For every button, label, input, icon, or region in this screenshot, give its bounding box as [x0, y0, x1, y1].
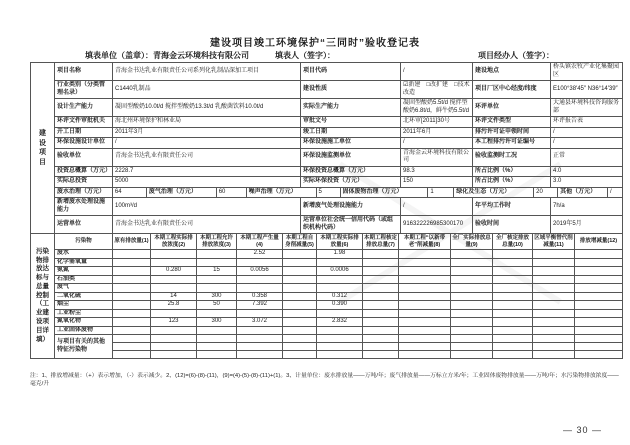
pollutant-value — [575, 326, 623, 335]
pollutant-value — [399, 343, 451, 351]
pollutant-value — [113, 250, 151, 259]
pollutant-value — [363, 284, 399, 293]
pollutant-name: 工业固体废物 — [55, 326, 113, 335]
pollutant-value — [363, 335, 399, 343]
pollutant-value — [197, 351, 237, 359]
column-header: 本期工程“以新带老”削减量(8) — [399, 234, 451, 250]
pollutant-value — [113, 284, 151, 293]
pollutant-value — [451, 309, 493, 318]
column-header: 本期工程实际排放浓度(2) — [151, 234, 197, 250]
pollutant-value — [113, 326, 151, 335]
pollutant-value — [399, 301, 451, 310]
pollutant-value — [363, 275, 399, 284]
field-value: 桥头镇农牧产业化集聚园区 — [551, 63, 623, 81]
project-info-table — [30, 62, 623, 234]
fee-value: 20 — [534, 188, 558, 198]
fee-label: 绿化及生态（万元） — [454, 188, 534, 198]
fee-label: 噪声治理（万元） — [247, 188, 317, 198]
form-subheader — [0, 50, 630, 62]
field-label: 设计生产能力 — [55, 99, 113, 117]
field-label: 实际总投资 — [55, 177, 113, 188]
page-title: 建设项目竣工环境保护“三同时”验收登记表 — [210, 38, 420, 49]
pollutant-value — [451, 343, 493, 351]
pollutant-row — [31, 284, 623, 293]
pollutant-name: 氨氮 — [55, 267, 113, 276]
field-value: C1440乳制品 — [113, 81, 301, 99]
pollutant-value: 2.52 — [237, 250, 283, 259]
field-value: 青海金书达乳业有限责任公司 — [113, 148, 301, 166]
pollutant-value — [113, 301, 151, 310]
field-label: 新增废水处理设施能力 — [55, 198, 113, 216]
field-value: 2011年3月 — [113, 127, 301, 138]
field-value: 2228.7 — [113, 166, 301, 177]
pollutant-value — [575, 343, 623, 351]
field-value: / — [551, 127, 623, 138]
field-value: E100°38′45″ N36°14′39″ — [551, 81, 623, 99]
pollutant-value — [533, 292, 575, 301]
pollutant-value — [363, 292, 399, 301]
other-pollutant-row — [31, 351, 623, 359]
pollutant-value — [363, 267, 399, 276]
pollutant-value — [283, 326, 317, 335]
field-label: 环保设施监测单位 — [301, 148, 401, 166]
pollutant-value: 300 — [197, 292, 237, 301]
field-label: 验收单位 — [55, 148, 113, 166]
other-pollutant-label: 与项目有关的其他特征污染物 — [55, 335, 113, 359]
pollutant-value — [237, 351, 283, 359]
pollutant-value — [533, 309, 575, 318]
field-label: 环保设施设计单位 — [55, 138, 113, 149]
column-header: 原有排放量(1) — [113, 234, 151, 250]
pollutant-value — [493, 309, 533, 318]
pollutant-value — [363, 301, 399, 310]
pollutant-value — [575, 275, 623, 284]
pollutant-value — [283, 258, 317, 267]
field-label: 所占比例（%） — [473, 177, 551, 188]
pollutant-value — [283, 250, 317, 259]
column-header: 全厂实际排放总量(9) — [451, 234, 493, 250]
column-header: 本期工程实际排放量(6) — [317, 234, 363, 250]
column-header: 全厂核定排放总量(10) — [493, 234, 533, 250]
field-value: / — [401, 198, 473, 216]
pollutant-column-header: 污染物 — [55, 234, 113, 250]
pollutant-value — [575, 292, 623, 301]
pollutant-value — [197, 309, 237, 318]
field-value: 2011年6月 — [401, 127, 473, 138]
pollutant-value — [493, 258, 533, 267]
footnote: 注：1、排放增减量：（+）表示增加，（-）表示减少。2、(12)=(6)-(8)-(11)，(9)=(4)-(5)-(8)-(11)+(1)。3、计量单位：废水排放量——万吨/年；废气排放量——万标立方米/年；工业固体废物排放量——万吨/年；水污染物排放浓度——毫克/升 — [30, 373, 619, 388]
field-value: / — [113, 138, 301, 149]
field-value: 150 — [401, 177, 473, 188]
pollutant-value — [283, 335, 317, 343]
field-value: 大通县环境科技咨询服务部 — [551, 99, 623, 117]
field-value: 北环审[2011]30号 — [401, 117, 473, 128]
field-value: 正常 — [551, 148, 623, 166]
pollutant-value — [113, 309, 151, 318]
pollutant-value — [197, 335, 237, 343]
pollutant-value: 1.98 — [317, 250, 363, 259]
column-header: 排放增减量(12) — [575, 234, 623, 250]
field-value: 7h/a — [551, 198, 623, 216]
field-value: 5000 — [113, 177, 301, 188]
pollutant-value — [317, 343, 363, 351]
pollutant-value — [363, 351, 399, 359]
field-value: 环评报告表 — [551, 117, 623, 128]
pollutant-name: 工业粉尘 — [55, 309, 113, 318]
pollutant-value: 2.832 — [317, 318, 363, 327]
pollutant-value — [493, 301, 533, 310]
pollutant-value — [451, 250, 493, 259]
pollutant-value — [237, 309, 283, 318]
pollutant-value: 0.280 — [151, 267, 197, 276]
field-value: 100m³/d — [113, 198, 301, 216]
pollutant-table — [30, 233, 623, 359]
field-label: 新增废气处理设施能力 — [301, 198, 401, 216]
field-label: 实际环保投资（万元） — [301, 177, 401, 188]
pollutant-value — [317, 258, 363, 267]
pollutant-value — [113, 335, 151, 343]
pollutant-name: 烟尘 — [55, 301, 113, 310]
fee-label: 其他（万元） — [558, 188, 608, 198]
field-value: 海北州环境保护和林业局 — [113, 117, 301, 128]
pollutant-value — [197, 250, 237, 259]
field-value: 2019年5月 — [551, 216, 623, 234]
field-value: 916322226985300170 — [401, 216, 473, 234]
pollutant-value — [113, 318, 151, 327]
pollutant-value — [283, 301, 317, 310]
pollutant-value — [399, 258, 451, 267]
pollutant-value — [363, 318, 399, 327]
pollutant-value — [399, 318, 451, 327]
field-value: 青海金云环境科技有限公司 — [401, 148, 473, 166]
field-label: 审批文号 — [301, 117, 401, 128]
pollutant-value — [151, 309, 197, 318]
pollutant-value — [493, 284, 533, 293]
field-value: 凝固型酸奶10.0t/d 搅拌型酸奶13.3t/d 乳酸菌饮料10.0t/d — [113, 99, 301, 117]
field-value: 4.0 — [551, 166, 623, 177]
pollutant-value — [151, 351, 197, 359]
pollutant-value: 3.072 — [237, 318, 283, 327]
pollutant-value — [197, 275, 237, 284]
field-label: 年平均工作时 — [473, 198, 551, 216]
pollutant-value — [451, 326, 493, 335]
pollutant-value — [363, 343, 399, 351]
pollutant-value — [317, 326, 363, 335]
pollutant-value — [575, 284, 623, 293]
pollutant-value — [283, 292, 317, 301]
field-value: 青海金书达乳业有限责任公司 — [113, 216, 301, 234]
field-value: ☑新建 □改扩建 □技术改造 — [401, 81, 473, 99]
pollutant-value — [575, 309, 623, 318]
pollutant-value — [533, 351, 575, 359]
pollutant-value — [451, 284, 493, 293]
pollutant-value — [197, 284, 237, 293]
field-label: 所占比例（%） — [473, 166, 551, 177]
pollutant-value — [399, 351, 451, 359]
pollutant-value: 14 — [151, 292, 197, 301]
treatment-cost-row — [55, 187, 623, 198]
pollutant-value — [317, 309, 363, 318]
field-label: 排污许可证申领时间 — [473, 127, 551, 138]
column-header: 本期工程允许排放浓度(3) — [197, 234, 237, 250]
pollutant-value — [533, 335, 575, 343]
pollutant-value — [363, 250, 399, 259]
pollutant-value — [575, 250, 623, 259]
pollutant-value — [533, 318, 575, 327]
pollutant-value — [283, 309, 317, 318]
pollutant-value: 25.8 — [151, 301, 197, 310]
field-label: 环保设施施工单位 — [301, 138, 401, 149]
form-person-label: 填表人（签字）： — [275, 51, 335, 60]
pollutant-row — [31, 275, 623, 284]
project-handler-label: 项目经办人（签字）： — [478, 51, 554, 60]
pollutant-value — [113, 258, 151, 267]
pollutant-value — [197, 343, 237, 351]
pollutant-value — [237, 335, 283, 343]
pollutant-value — [317, 335, 363, 343]
pollutant-value — [533, 301, 575, 310]
field-value: 3.0 — [551, 177, 623, 188]
pollutant-row — [31, 301, 623, 310]
pollutant-row — [31, 258, 623, 267]
pollutant-value — [399, 267, 451, 276]
pollutant-name: 废水 — [55, 250, 113, 259]
field-value: 青海金书达乳业有限责任公司系列化乳制品深加工项目 — [113, 63, 301, 81]
pollutant-value — [493, 292, 533, 301]
pollutant-value — [113, 275, 151, 284]
pollutant-value — [451, 275, 493, 284]
column-header: 本期工程产生量(4) — [237, 234, 283, 250]
pollutant-value — [151, 250, 197, 259]
pollutant-value — [399, 326, 451, 335]
pollutant-value — [151, 284, 197, 293]
field-label: 建设地点 — [473, 63, 551, 81]
pollutant-value: 0.390 — [317, 301, 363, 310]
pollutant-value — [237, 258, 283, 267]
pollutant-value — [151, 275, 197, 284]
field-label: 实际生产能力 — [301, 99, 401, 117]
pollutant-value — [493, 351, 533, 359]
pollutant-value — [533, 343, 575, 351]
fee-value: 60 — [217, 188, 247, 198]
page-number: — 30 — — [562, 425, 602, 435]
pollutant-value — [533, 267, 575, 276]
pollutant-value: 0.0056 — [237, 267, 283, 276]
pollutant-value — [493, 343, 533, 351]
fee-label: 固体废物治理（万元） — [341, 188, 429, 198]
pollutant-value — [113, 292, 151, 301]
fee-value: 64 — [113, 188, 147, 198]
pollutant-value — [493, 275, 533, 284]
field-label: 行业类别（分类管理名录） — [55, 81, 113, 99]
pollutant-value — [113, 267, 151, 276]
pollutant-value: 15 — [197, 267, 237, 276]
pollutant-value — [363, 309, 399, 318]
pollutant-value: 0.312 — [317, 292, 363, 301]
pollutant-value — [317, 351, 363, 359]
field-value: / — [401, 63, 473, 81]
field-label: 竣工日期 — [301, 127, 401, 138]
pollutant-value: 0.358 — [237, 292, 283, 301]
pollutant-value — [451, 318, 493, 327]
field-label: 环评文件类型 — [473, 117, 551, 128]
pollutant-value — [451, 335, 493, 343]
pollutant-value — [283, 351, 317, 359]
pollutant-name: 二氧化硫 — [55, 292, 113, 301]
pollutant-value — [283, 343, 317, 351]
pollutant-row — [31, 309, 623, 318]
pollutant-value — [575, 267, 623, 276]
pollutant-row — [31, 250, 623, 259]
pollutant-value — [575, 258, 623, 267]
pollutant-value — [575, 335, 623, 343]
pollutant-value — [283, 275, 317, 284]
pollutant-row — [31, 267, 623, 276]
pollutant-name: 废气 — [55, 284, 113, 293]
fee-value: / — [610, 188, 612, 195]
pollutant-value — [493, 318, 533, 327]
column-header: 本期工程自身削减量(5) — [283, 234, 317, 250]
pollutant-value — [283, 284, 317, 293]
pollutant-value — [451, 267, 493, 276]
field-label: 运营单位 — [55, 216, 113, 234]
pollutant-value — [113, 343, 151, 351]
form-unit-label: 填表单位（盖章）：青海金云环境科技有限公司 — [85, 51, 249, 60]
pollutant-value — [237, 275, 283, 284]
pollutant-value — [533, 275, 575, 284]
pollutant-name: 石油类 — [55, 275, 113, 284]
pollutant-value — [533, 326, 575, 335]
pollutant-value — [317, 284, 363, 293]
pollutant-value — [399, 250, 451, 259]
pollutant-value — [575, 351, 623, 359]
fee-value: 1 — [428, 188, 454, 198]
fee-label: 废气治理（万元） — [147, 188, 217, 198]
pollutant-value — [575, 318, 623, 327]
pollutant-value — [197, 326, 237, 335]
field-label: 开工日期 — [55, 127, 113, 138]
pollutant-value — [399, 275, 451, 284]
pollutant-value — [493, 326, 533, 335]
pollutant-value: 300 — [197, 318, 237, 327]
pollutant-value — [451, 258, 493, 267]
field-value: / — [551, 138, 623, 149]
pollutant-value — [533, 250, 575, 259]
pollutant-value — [151, 335, 197, 343]
field-value: 98.3 — [401, 166, 473, 177]
pollutant-row — [31, 318, 623, 327]
pollutant-value — [399, 292, 451, 301]
group-label-pollutant-control: 污染物排放达标与总量控制（工业建设项目详填） — [31, 234, 55, 359]
pollutant-value — [151, 343, 197, 351]
pollutant-name: 化学需氧量 — [55, 258, 113, 267]
pollutant-value — [283, 318, 317, 327]
pollutant-value — [451, 301, 493, 310]
field-value: 凝固型酸奶5.5t/d 搅拌型酸奶6.8t/d，鲜牛奶5.5t/d — [401, 99, 473, 117]
pollutant-value — [451, 351, 493, 359]
other-pollutant-row — [31, 343, 623, 351]
pollutant-value: 123 — [151, 318, 197, 327]
pollutant-value — [399, 335, 451, 343]
fee-value: 5 — [317, 188, 341, 198]
field-label: 项目名称 — [55, 63, 113, 81]
pollutant-value — [451, 292, 493, 301]
pollutant-value — [533, 258, 575, 267]
field-label: 验收监测时工况 — [473, 148, 551, 166]
pollutant-value — [399, 309, 451, 318]
field-label: 投资总概算（万元） — [55, 166, 113, 177]
pollutant-row — [31, 326, 623, 335]
pollutant-value — [317, 275, 363, 284]
pollutant-value — [237, 343, 283, 351]
pollutant-value — [151, 326, 197, 335]
column-header: 区域平衡替代削减量(11) — [533, 234, 575, 250]
pollutant-value — [399, 284, 451, 293]
group-label-construction-project: 建设项目 — [31, 63, 55, 234]
field-label: 建设性质 — [301, 81, 401, 99]
pollutant-name: 氮氧化物 — [55, 318, 113, 327]
other-pollutant-row — [31, 335, 623, 343]
column-header: 本期工程核定排放总量(7) — [363, 234, 399, 250]
pollutant-value — [533, 284, 575, 293]
pollutant-value — [575, 301, 623, 310]
field-label: 环保投资总概算（万元） — [301, 166, 401, 177]
pollutant-value: 50 — [197, 301, 237, 310]
field-label: 项目厂区中心经度/纬度 — [473, 81, 551, 99]
field-label: 环评文件审批机关 — [55, 117, 113, 128]
pollutant-value — [493, 267, 533, 276]
pollutant-value — [493, 250, 533, 259]
pollutant-value — [283, 267, 317, 276]
field-value: / — [401, 138, 473, 149]
pollutant-value — [197, 258, 237, 267]
field-label: 运营单位社会统一信用代码（或组织机构代码） — [301, 216, 401, 234]
field-label: 项目代码 — [301, 63, 401, 81]
pollutant-value — [493, 335, 533, 343]
pollutant-value — [237, 326, 283, 335]
pollutant-value: 0.0006 — [317, 267, 363, 276]
pollutant-value — [363, 326, 399, 335]
field-label: 环评单位 — [473, 99, 551, 117]
fee-label: 废水治理（万元） — [55, 188, 113, 198]
pollutant-value — [113, 351, 151, 359]
pollutant-value — [237, 284, 283, 293]
pollutant-value: 7.392 — [237, 301, 283, 310]
field-label: 验收时间 — [473, 216, 551, 234]
pollutant-value — [151, 258, 197, 267]
field-label: 本工程排污许可证编号 — [473, 138, 551, 149]
pollutant-row — [31, 292, 623, 301]
pollutant-value — [363, 258, 399, 267]
